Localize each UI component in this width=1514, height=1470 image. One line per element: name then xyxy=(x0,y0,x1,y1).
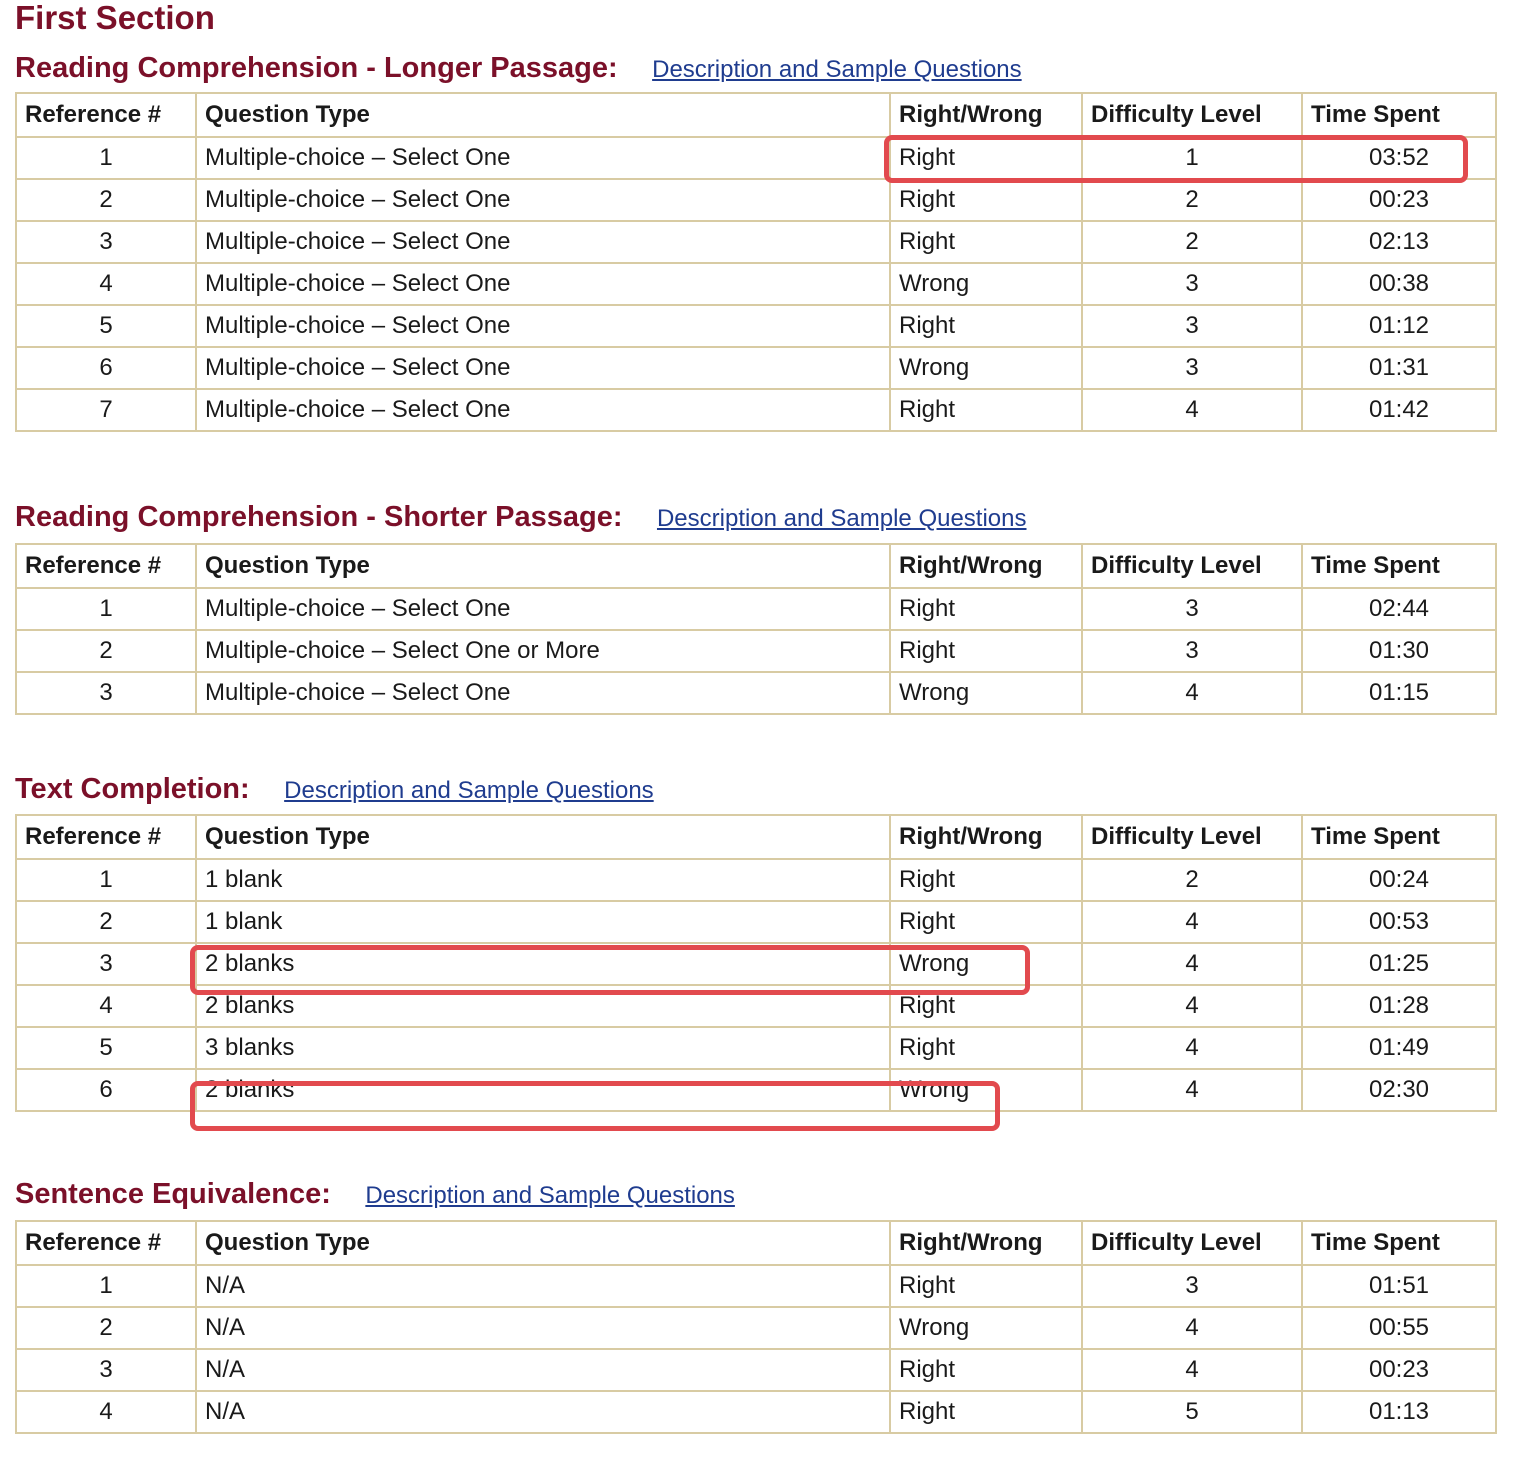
difficulty-cell: 2 xyxy=(1082,179,1302,221)
reference-cell: 6 xyxy=(16,347,196,389)
description-link[interactable]: Description and Sample Questions xyxy=(656,505,1027,532)
right-wrong-cell: Wrong xyxy=(890,672,1082,714)
question-type-cell: N/A xyxy=(196,1391,890,1433)
header-question-type: Question Type xyxy=(196,93,890,137)
question-type-cell: Multiple-choice – Select One xyxy=(196,305,890,347)
reference-cell: 3 xyxy=(16,672,196,714)
table-row xyxy=(16,305,1496,347)
time-spent-cell: 01:31 xyxy=(1302,347,1496,389)
results-table-text-completion xyxy=(15,814,1497,1112)
table-row xyxy=(16,1391,1496,1433)
table-row xyxy=(16,1027,1496,1069)
header-difficulty: Difficulty Level xyxy=(1082,815,1302,859)
time-spent-cell: 02:44 xyxy=(1302,588,1496,630)
page-title: First Section xyxy=(15,0,215,36)
question-type-cell: 3 blanks xyxy=(196,1027,890,1069)
difficulty-cell: 3 xyxy=(1082,588,1302,630)
right-wrong-cell: Right xyxy=(890,985,1082,1027)
reference-cell: 3 xyxy=(16,1349,196,1391)
table-row xyxy=(16,1349,1496,1391)
time-spent-cell: 01:51 xyxy=(1302,1265,1496,1307)
table-row xyxy=(16,179,1496,221)
reference-cell: 2 xyxy=(16,630,196,672)
difficulty-cell: 4 xyxy=(1082,985,1302,1027)
right-wrong-cell: Wrong xyxy=(890,1307,1082,1349)
table-row xyxy=(16,347,1496,389)
difficulty-cell: 5 xyxy=(1082,1391,1302,1433)
table-row xyxy=(16,1265,1496,1307)
section-header-sentence-equivalence xyxy=(15,1174,735,1214)
reference-cell: 4 xyxy=(16,263,196,305)
difficulty-cell: 3 xyxy=(1082,263,1302,305)
header-right-wrong: Right/Wrong xyxy=(890,1221,1082,1265)
table-row xyxy=(16,221,1496,263)
table-row xyxy=(16,1069,1496,1111)
question-type-cell: Multiple-choice – Select One xyxy=(196,389,890,431)
table-row xyxy=(16,1307,1496,1349)
section-header-text-completion xyxy=(15,769,654,809)
table-header-row xyxy=(16,93,1496,137)
reference-cell: 2 xyxy=(16,179,196,221)
difficulty-cell: 3 xyxy=(1082,305,1302,347)
table-header-row xyxy=(16,815,1496,859)
table-row xyxy=(16,263,1496,305)
difficulty-cell: 3 xyxy=(1082,630,1302,672)
time-spent-cell: 02:13 xyxy=(1302,221,1496,263)
difficulty-cell: 2 xyxy=(1082,221,1302,263)
right-wrong-cell: Right xyxy=(890,588,1082,630)
question-type-cell: 1 blank xyxy=(196,901,890,943)
table-row xyxy=(16,859,1496,901)
time-spent-cell: 01:25 xyxy=(1302,943,1496,985)
section-header-rc-longer xyxy=(15,48,1022,88)
table-header-row xyxy=(16,1221,1496,1265)
reference-cell: 1 xyxy=(16,588,196,630)
table-row xyxy=(16,985,1496,1027)
header-question-type: Question Type xyxy=(196,815,890,859)
reference-cell: 3 xyxy=(16,943,196,985)
table-row xyxy=(16,588,1496,630)
section-title: Reading Comprehension - Longer Passage: xyxy=(15,52,618,84)
time-spent-cell: 00:55 xyxy=(1302,1307,1496,1349)
difficulty-cell: 4 xyxy=(1082,901,1302,943)
description-link[interactable]: Description and Sample Questions xyxy=(284,777,654,804)
difficulty-cell: 4 xyxy=(1082,1027,1302,1069)
reference-cell: 1 xyxy=(16,137,196,179)
difficulty-cell: 4 xyxy=(1082,1069,1302,1111)
right-wrong-cell: Right xyxy=(890,389,1082,431)
section-header-rc-shorter xyxy=(15,497,1027,537)
right-wrong-cell: Wrong xyxy=(890,1069,1082,1111)
question-type-cell: Multiple-choice – Select One xyxy=(196,137,890,179)
time-spent-cell: 03:52 xyxy=(1302,137,1496,179)
header-difficulty: Difficulty Level xyxy=(1082,1221,1302,1265)
reference-cell: 4 xyxy=(16,985,196,1027)
right-wrong-cell: Right xyxy=(890,630,1082,672)
difficulty-cell: 4 xyxy=(1082,943,1302,985)
question-type-cell: N/A xyxy=(196,1307,890,1349)
right-wrong-cell: Wrong xyxy=(890,347,1082,389)
header-time-spent: Time Spent xyxy=(1302,544,1496,588)
table-row xyxy=(16,672,1496,714)
time-spent-cell: 01:12 xyxy=(1302,305,1496,347)
right-wrong-cell: Right xyxy=(890,901,1082,943)
reference-cell: 5 xyxy=(16,305,196,347)
header-question-type: Question Type xyxy=(196,544,890,588)
table-row xyxy=(16,137,1496,179)
right-wrong-cell: Right xyxy=(890,179,1082,221)
time-spent-cell: 00:38 xyxy=(1302,263,1496,305)
right-wrong-cell: Right xyxy=(890,221,1082,263)
header-right-wrong: Right/Wrong xyxy=(890,544,1082,588)
header-reference: Reference # xyxy=(16,1221,196,1265)
reference-cell: 3 xyxy=(16,221,196,263)
reference-cell: 7 xyxy=(16,389,196,431)
section-title: Sentence Equivalence: xyxy=(15,1178,331,1210)
header-right-wrong: Right/Wrong xyxy=(890,93,1082,137)
reference-cell: 5 xyxy=(16,1027,196,1069)
description-link[interactable]: Description and Sample Questions xyxy=(365,1182,735,1209)
header-reference: Reference # xyxy=(16,815,196,859)
table-row xyxy=(16,901,1496,943)
reference-cell: 4 xyxy=(16,1391,196,1433)
header-time-spent: Time Spent xyxy=(1302,93,1496,137)
reference-cell: 1 xyxy=(16,1265,196,1307)
time-spent-cell: 01:15 xyxy=(1302,672,1496,714)
question-type-cell: 2 blanks xyxy=(196,985,890,1027)
right-wrong-cell: Right xyxy=(890,1349,1082,1391)
right-wrong-cell: Wrong xyxy=(890,943,1082,985)
difficulty-cell: 4 xyxy=(1082,389,1302,431)
right-wrong-cell: Right xyxy=(890,1391,1082,1433)
header-difficulty: Difficulty Level xyxy=(1082,93,1302,137)
time-spent-cell: 00:24 xyxy=(1302,859,1496,901)
right-wrong-cell: Right xyxy=(890,1027,1082,1069)
results-table-sentence-equivalence xyxy=(15,1220,1497,1434)
section-title: Reading Comprehension - Shorter Passage: xyxy=(15,501,623,533)
question-type-cell: Multiple-choice – Select One or More xyxy=(196,630,890,672)
reference-cell: 2 xyxy=(16,1307,196,1349)
question-type-cell: Multiple-choice – Select One xyxy=(196,221,890,263)
time-spent-cell: 00:23 xyxy=(1302,179,1496,221)
time-spent-cell: 01:30 xyxy=(1302,630,1496,672)
header-difficulty: Difficulty Level xyxy=(1082,544,1302,588)
time-spent-cell: 01:28 xyxy=(1302,985,1496,1027)
right-wrong-cell: Wrong xyxy=(890,263,1082,305)
question-type-cell: N/A xyxy=(196,1265,890,1307)
time-spent-cell: 00:23 xyxy=(1302,1349,1496,1391)
time-spent-cell: 01:42 xyxy=(1302,389,1496,431)
header-reference: Reference # xyxy=(16,93,196,137)
difficulty-cell: 3 xyxy=(1082,1265,1302,1307)
header-reference: Reference # xyxy=(16,544,196,588)
header-time-spent: Time Spent xyxy=(1302,1221,1496,1265)
question-type-cell: Multiple-choice – Select One xyxy=(196,263,890,305)
section-title: Text Completion: xyxy=(15,773,250,805)
question-type-cell: 1 blank xyxy=(196,859,890,901)
time-spent-cell: 01:13 xyxy=(1302,1391,1496,1433)
question-type-cell: 2 blanks xyxy=(196,943,890,985)
time-spent-cell: 01:49 xyxy=(1302,1027,1496,1069)
results-table-rc-longer xyxy=(15,92,1497,432)
question-type-cell: Multiple-choice – Select One xyxy=(196,347,890,389)
table-row xyxy=(16,630,1496,672)
reference-cell: 1 xyxy=(16,859,196,901)
question-type-cell: Multiple-choice – Select One xyxy=(196,588,890,630)
header-time-spent: Time Spent xyxy=(1302,815,1496,859)
table-header-row xyxy=(16,544,1496,588)
right-wrong-cell: Right xyxy=(890,137,1082,179)
difficulty-cell: 2 xyxy=(1082,859,1302,901)
reference-cell: 6 xyxy=(16,1069,196,1111)
table-row xyxy=(16,389,1496,431)
header-right-wrong: Right/Wrong xyxy=(890,815,1082,859)
results-table-rc-shorter xyxy=(15,543,1497,715)
question-type-cell: Multiple-choice – Select One xyxy=(196,179,890,221)
description-link[interactable]: Description and Sample Questions xyxy=(652,56,1022,83)
question-type-cell: N/A xyxy=(196,1349,890,1391)
time-spent-cell: 00:53 xyxy=(1302,901,1496,943)
reference-cell: 2 xyxy=(16,901,196,943)
right-wrong-cell: Right xyxy=(890,1265,1082,1307)
difficulty-cell: 4 xyxy=(1082,1307,1302,1349)
right-wrong-cell: Right xyxy=(890,859,1082,901)
difficulty-cell: 1 xyxy=(1082,137,1302,179)
difficulty-cell: 3 xyxy=(1082,347,1302,389)
right-wrong-cell: Right xyxy=(890,305,1082,347)
header-question-type: Question Type xyxy=(196,1221,890,1265)
difficulty-cell: 4 xyxy=(1082,1349,1302,1391)
question-type-cell: Multiple-choice – Select One xyxy=(196,672,890,714)
question-type-cell: 2 blanks xyxy=(196,1069,890,1111)
difficulty-cell: 4 xyxy=(1082,672,1302,714)
time-spent-cell: 02:30 xyxy=(1302,1069,1496,1111)
table-row xyxy=(16,943,1496,985)
